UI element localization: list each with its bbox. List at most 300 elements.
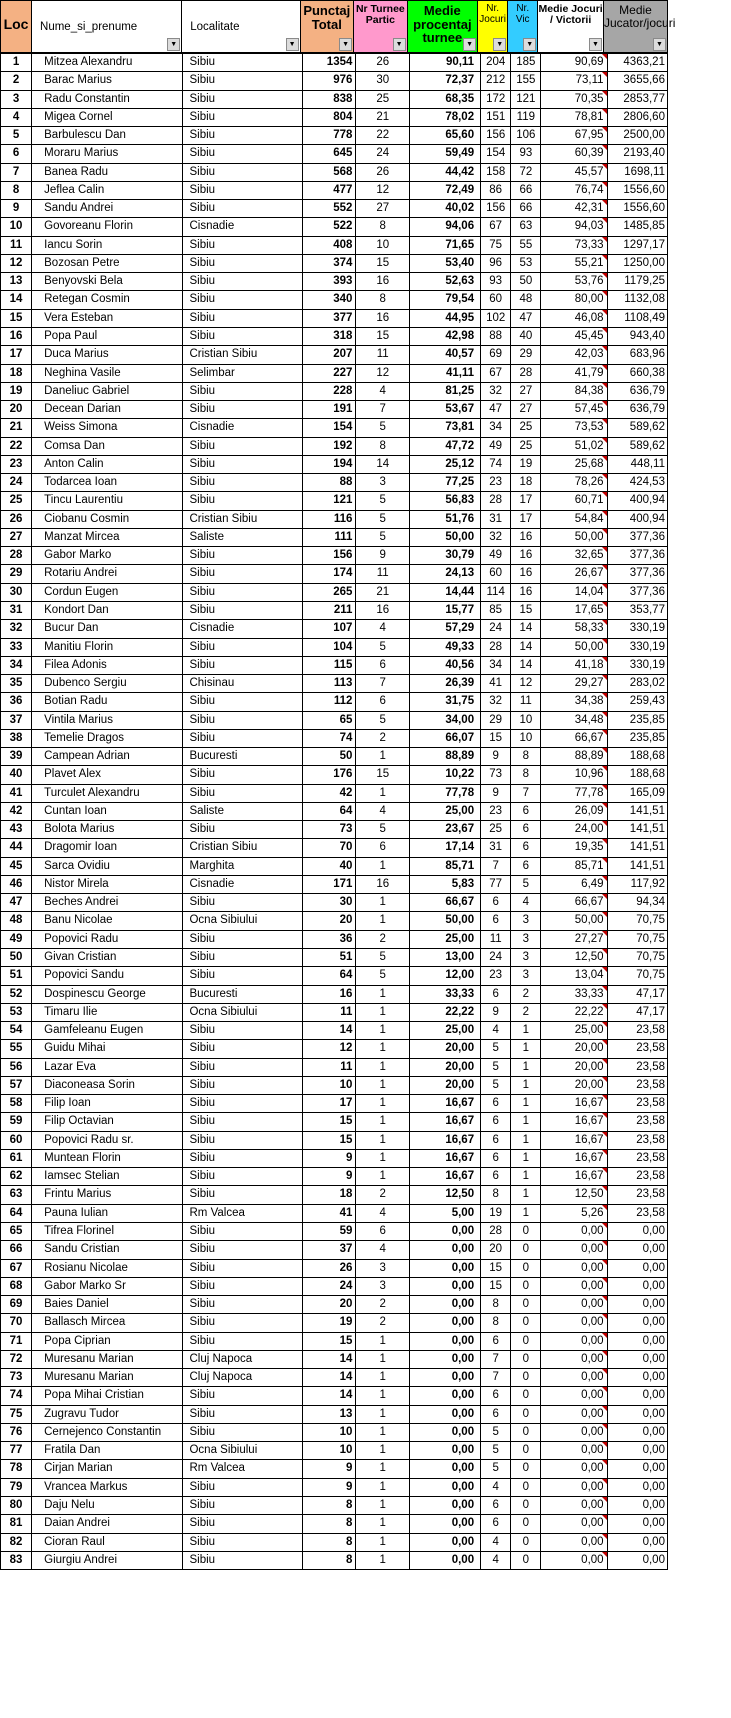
- cell-wins-ratio[interactable]: 0,00: [541, 1515, 607, 1532]
- cell-player-name[interactable]: Cordun Eugen: [32, 584, 183, 601]
- cell-city[interactable]: Sibiu: [183, 1515, 302, 1532]
- cell-player-games-average[interactable]: 0,00: [608, 1351, 668, 1368]
- cell-wins-ratio[interactable]: 94,03: [541, 218, 607, 235]
- cell-total-points[interactable]: 14: [303, 1387, 357, 1404]
- cell-rank[interactable]: 60: [0, 1132, 32, 1149]
- cell-city[interactable]: Sibiu: [183, 145, 302, 162]
- cell-wins-ratio[interactable]: 16,67: [541, 1113, 607, 1130]
- cell-total-points[interactable]: 9: [303, 1460, 357, 1477]
- cell-tournament-percent[interactable]: 13,00: [410, 949, 481, 966]
- cell-total-points[interactable]: 393: [303, 273, 357, 290]
- cell-games[interactable]: 24: [481, 949, 511, 966]
- cell-city[interactable]: Cristian Sibiu: [183, 839, 302, 856]
- cell-wins-ratio[interactable]: 16,67: [541, 1168, 607, 1185]
- cell-player-games-average[interactable]: 70,75: [608, 931, 668, 948]
- cell-city[interactable]: Sibiu: [183, 109, 302, 126]
- cell-wins[interactable]: 0: [511, 1460, 541, 1477]
- cell-total-points[interactable]: 24: [303, 1278, 357, 1295]
- cell-tournaments[interactable]: 1: [356, 1515, 410, 1532]
- cell-city[interactable]: Sibiu: [183, 785, 302, 802]
- cell-games[interactable]: 6: [481, 1113, 511, 1130]
- cell-city[interactable]: Sibiu: [183, 1479, 302, 1496]
- cell-city[interactable]: Rm Valcea: [183, 1205, 302, 1222]
- cell-player-name[interactable]: Manzat Mircea: [32, 529, 183, 546]
- cell-tournaments[interactable]: 21: [356, 584, 410, 601]
- cell-tournaments[interactable]: 7: [356, 675, 410, 692]
- cell-player-games-average[interactable]: 330,19: [608, 657, 668, 674]
- cell-tournament-percent[interactable]: 0,00: [410, 1314, 481, 1331]
- cell-player-name[interactable]: Popovici Radu sr.: [32, 1132, 183, 1149]
- cell-tournament-percent[interactable]: 73,81: [410, 419, 481, 436]
- cell-city[interactable]: Sibiu: [183, 1113, 302, 1130]
- cell-city[interactable]: Sibiu: [183, 1314, 302, 1331]
- cell-wins-ratio[interactable]: 0,00: [541, 1497, 607, 1514]
- cell-wins-ratio[interactable]: 14,04: [541, 584, 607, 601]
- cell-tournament-percent[interactable]: 65,60: [410, 127, 481, 144]
- cell-games[interactable]: 6: [481, 1387, 511, 1404]
- cell-wins[interactable]: 47: [511, 310, 541, 327]
- cell-total-points[interactable]: 265: [303, 584, 357, 601]
- cell-tournament-percent[interactable]: 50,00: [410, 529, 481, 546]
- cell-games[interactable]: 7: [481, 1369, 511, 1386]
- cell-games[interactable]: 15: [481, 1260, 511, 1277]
- cell-games[interactable]: 28: [481, 492, 511, 509]
- cell-tournament-percent[interactable]: 90,11: [410, 54, 481, 71]
- cell-wins[interactable]: 185: [511, 54, 541, 71]
- cell-tournaments[interactable]: 8: [356, 218, 410, 235]
- cell-rank[interactable]: 10: [0, 218, 32, 235]
- cell-games[interactable]: 23: [481, 474, 511, 491]
- cell-wins[interactable]: 1: [511, 1168, 541, 1185]
- cell-player-name[interactable]: Nistor Mirela: [32, 876, 183, 893]
- cell-player-name[interactable]: Timaru Ilie: [32, 1004, 183, 1021]
- cell-tournament-percent[interactable]: 77,78: [410, 785, 481, 802]
- cell-tournament-percent[interactable]: 53,67: [410, 401, 481, 418]
- cell-tournament-percent[interactable]: 16,67: [410, 1150, 481, 1167]
- cell-games[interactable]: 172: [481, 91, 511, 108]
- cell-player-games-average[interactable]: 1485,85: [608, 218, 668, 235]
- cell-wins[interactable]: 10: [511, 730, 541, 747]
- cell-total-points[interactable]: 9: [303, 1168, 357, 1185]
- cell-city[interactable]: Cristian Sibiu: [183, 511, 302, 528]
- cell-player-games-average[interactable]: 23,58: [608, 1022, 668, 1039]
- cell-player-games-average[interactable]: 94,34: [608, 894, 668, 911]
- cell-tournament-percent[interactable]: 79,54: [410, 291, 481, 308]
- cell-tournaments[interactable]: 1: [356, 748, 410, 765]
- cell-wins-ratio[interactable]: 58,33: [541, 620, 607, 637]
- cell-games[interactable]: 20: [481, 1241, 511, 1258]
- cell-tournament-percent[interactable]: 0,00: [410, 1241, 481, 1258]
- cell-games[interactable]: 69: [481, 346, 511, 363]
- cell-rank[interactable]: 75: [0, 1406, 32, 1423]
- cell-tournaments[interactable]: 3: [356, 1260, 410, 1277]
- cell-rank[interactable]: 36: [0, 693, 32, 710]
- cell-total-points[interactable]: 11: [303, 1004, 357, 1021]
- cell-wins-ratio[interactable]: 0,00: [541, 1333, 607, 1350]
- cell-wins[interactable]: 106: [511, 127, 541, 144]
- cell-total-points[interactable]: 15: [303, 1113, 357, 1130]
- cell-rank[interactable]: 52: [0, 986, 32, 1003]
- cell-wins[interactable]: 1: [511, 1132, 541, 1149]
- cell-player-games-average[interactable]: 23,58: [608, 1113, 668, 1130]
- cell-tournament-percent[interactable]: 44,42: [410, 164, 481, 181]
- cell-rank[interactable]: 54: [0, 1022, 32, 1039]
- cell-games[interactable]: 6: [481, 894, 511, 911]
- cell-wins-ratio[interactable]: 0,00: [541, 1351, 607, 1368]
- cell-city[interactable]: Cisnadie: [183, 218, 302, 235]
- cell-total-points[interactable]: 838: [303, 91, 357, 108]
- cell-wins[interactable]: 72: [511, 164, 541, 181]
- cell-wins-ratio[interactable]: 25,00: [541, 1022, 607, 1039]
- cell-wins-ratio[interactable]: 77,78: [541, 785, 607, 802]
- cell-games[interactable]: 31: [481, 839, 511, 856]
- cell-rank[interactable]: 64: [0, 1205, 32, 1222]
- cell-tournaments[interactable]: 5: [356, 529, 410, 546]
- cell-tournament-percent[interactable]: 17,14: [410, 839, 481, 856]
- cell-rank[interactable]: 5: [0, 127, 32, 144]
- cell-games[interactable]: 4: [481, 1552, 511, 1569]
- cell-wins-ratio[interactable]: 53,76: [541, 273, 607, 290]
- cell-wins[interactable]: 155: [511, 72, 541, 89]
- cell-games[interactable]: 6: [481, 1095, 511, 1112]
- cell-tournaments[interactable]: 1: [356, 1022, 410, 1039]
- cell-tournaments[interactable]: 1: [356, 894, 410, 911]
- cell-rank[interactable]: 62: [0, 1168, 32, 1185]
- cell-player-name[interactable]: Banu Nicolae: [32, 912, 183, 929]
- cell-wins[interactable]: 1: [511, 1095, 541, 1112]
- cell-wins[interactable]: 25: [511, 438, 541, 455]
- cell-tournament-percent[interactable]: 50,00: [410, 912, 481, 929]
- cell-wins[interactable]: 27: [511, 383, 541, 400]
- cell-tournaments[interactable]: 11: [356, 346, 410, 363]
- cell-rank[interactable]: 12: [0, 255, 32, 272]
- cell-tournaments[interactable]: 1: [356, 986, 410, 1003]
- cell-games[interactable]: 4: [481, 1022, 511, 1039]
- cell-games[interactable]: 6: [481, 986, 511, 1003]
- cell-player-games-average[interactable]: 0,00: [608, 1460, 668, 1477]
- cell-total-points[interactable]: 10: [303, 1424, 357, 1441]
- dropdown-arrow-icon[interactable]: ▼: [589, 38, 602, 51]
- cell-tournaments[interactable]: 10: [356, 237, 410, 254]
- cell-wins-ratio[interactable]: 73,53: [541, 419, 607, 436]
- cell-player-games-average[interactable]: 23,58: [608, 1205, 668, 1222]
- cell-player-name[interactable]: Daju Nelu: [32, 1497, 183, 1514]
- cell-rank[interactable]: 66: [0, 1241, 32, 1258]
- cell-total-points[interactable]: 14: [303, 1351, 357, 1368]
- cell-player-name[interactable]: Givan Cristian: [32, 949, 183, 966]
- cell-total-points[interactable]: 51: [303, 949, 357, 966]
- cell-player-games-average[interactable]: 2806,60: [608, 109, 668, 126]
- cell-rank[interactable]: 58: [0, 1095, 32, 1112]
- cell-city[interactable]: Sibiu: [183, 1333, 302, 1350]
- cell-city[interactable]: Sibiu: [183, 693, 302, 710]
- cell-tournaments[interactable]: 1: [356, 1424, 410, 1441]
- cell-wins[interactable]: 14: [511, 657, 541, 674]
- cell-city[interactable]: Sibiu: [183, 1022, 302, 1039]
- cell-player-name[interactable]: Duca Marius: [32, 346, 183, 363]
- cell-tournament-percent[interactable]: 72,49: [410, 182, 481, 199]
- cell-player-games-average[interactable]: 1250,00: [608, 255, 668, 272]
- cell-city[interactable]: Cristian Sibiu: [183, 346, 302, 363]
- cell-player-games-average[interactable]: 188,68: [608, 766, 668, 783]
- cell-wins[interactable]: 55: [511, 237, 541, 254]
- cell-player-name[interactable]: Decean Darian: [32, 401, 183, 418]
- cell-games[interactable]: 5: [481, 1059, 511, 1076]
- cell-games[interactable]: 74: [481, 456, 511, 473]
- cell-wins[interactable]: 0: [511, 1351, 541, 1368]
- cell-player-games-average[interactable]: 283,02: [608, 675, 668, 692]
- cell-player-name[interactable]: Bolota Marius: [32, 821, 183, 838]
- cell-total-points[interactable]: 13: [303, 1406, 357, 1423]
- cell-player-name[interactable]: Govoreanu Florin: [32, 218, 183, 235]
- cell-tournament-percent[interactable]: 15,77: [410, 602, 481, 619]
- cell-total-points[interactable]: 8: [303, 1497, 357, 1514]
- cell-tournaments[interactable]: 2: [356, 1314, 410, 1331]
- cell-games[interactable]: 114: [481, 584, 511, 601]
- cell-player-games-average[interactable]: 0,00: [608, 1296, 668, 1313]
- cell-tournament-percent[interactable]: 10,22: [410, 766, 481, 783]
- cell-tournament-percent[interactable]: 25,00: [410, 803, 481, 820]
- cell-wins[interactable]: 15: [511, 602, 541, 619]
- cell-wins[interactable]: 0: [511, 1314, 541, 1331]
- cell-wins[interactable]: 1: [511, 1113, 541, 1130]
- cell-games[interactable]: 23: [481, 803, 511, 820]
- cell-player-games-average[interactable]: 424,53: [608, 474, 668, 491]
- cell-player-name[interactable]: Popa Mihai Cristian: [32, 1387, 183, 1404]
- cell-player-name[interactable]: Iancu Sorin: [32, 237, 183, 254]
- cell-games[interactable]: 67: [481, 218, 511, 235]
- cell-city[interactable]: Sibiu: [183, 1552, 302, 1569]
- cell-wins[interactable]: 28: [511, 365, 541, 382]
- cell-player-name[interactable]: Turculet Alexandru: [32, 785, 183, 802]
- cell-wins[interactable]: 53: [511, 255, 541, 272]
- cell-games[interactable]: 158: [481, 164, 511, 181]
- cell-tournament-percent[interactable]: 42,98: [410, 328, 481, 345]
- cell-tournament-percent[interactable]: 81,25: [410, 383, 481, 400]
- cell-tournament-percent[interactable]: 20,00: [410, 1077, 481, 1094]
- cell-rank[interactable]: 15: [0, 310, 32, 327]
- cell-player-games-average[interactable]: 448,11: [608, 456, 668, 473]
- cell-player-games-average[interactable]: 23,58: [608, 1040, 668, 1057]
- cell-rank[interactable]: 38: [0, 730, 32, 747]
- cell-player-name[interactable]: Dragomir Ioan: [32, 839, 183, 856]
- cell-rank[interactable]: 6: [0, 145, 32, 162]
- cell-total-points[interactable]: 19: [303, 1314, 357, 1331]
- cell-wins-ratio[interactable]: 0,00: [541, 1552, 607, 1569]
- cell-rank[interactable]: 34: [0, 657, 32, 674]
- cell-wins[interactable]: 1: [511, 1077, 541, 1094]
- cell-rank[interactable]: 21: [0, 419, 32, 436]
- cell-player-name[interactable]: Fratila Dan: [32, 1442, 183, 1459]
- cell-wins[interactable]: 0: [511, 1534, 541, 1551]
- cell-player-name[interactable]: Jeflea Calin: [32, 182, 183, 199]
- cell-player-name[interactable]: Comsa Dan: [32, 438, 183, 455]
- cell-tournaments[interactable]: 21: [356, 109, 410, 126]
- cell-games[interactable]: 41: [481, 675, 511, 692]
- cell-rank[interactable]: 61: [0, 1150, 32, 1167]
- cell-total-points[interactable]: 37: [303, 1241, 357, 1258]
- cell-city[interactable]: Ocna Sibiului: [183, 912, 302, 929]
- cell-rank[interactable]: 24: [0, 474, 32, 491]
- cell-tournament-percent[interactable]: 0,00: [410, 1515, 481, 1532]
- cell-wins[interactable]: 25: [511, 419, 541, 436]
- cell-total-points[interactable]: 976: [303, 72, 357, 89]
- cell-tournaments[interactable]: 3: [356, 1278, 410, 1295]
- cell-total-points[interactable]: 17: [303, 1095, 357, 1112]
- dropdown-arrow-icon[interactable]: ▼: [286, 38, 299, 51]
- cell-city[interactable]: Sibiu: [183, 967, 302, 984]
- cell-city[interactable]: Sibiu: [183, 1132, 302, 1149]
- cell-tournaments[interactable]: 26: [356, 54, 410, 71]
- cell-wins[interactable]: 5: [511, 876, 541, 893]
- cell-city[interactable]: Sibiu: [183, 1424, 302, 1441]
- cell-games[interactable]: 5: [481, 1460, 511, 1477]
- cell-rank[interactable]: 43: [0, 821, 32, 838]
- cell-games[interactable]: 4: [481, 1479, 511, 1496]
- cell-wins-ratio[interactable]: 33,33: [541, 986, 607, 1003]
- cell-city[interactable]: Sibiu: [183, 602, 302, 619]
- cell-player-games-average[interactable]: 0,00: [608, 1387, 668, 1404]
- cell-city[interactable]: Selimbar: [183, 365, 302, 382]
- cell-player-name[interactable]: Popa Ciprian: [32, 1333, 183, 1350]
- cell-city[interactable]: Sibiu: [183, 273, 302, 290]
- cell-rank[interactable]: 8: [0, 182, 32, 199]
- cell-tournament-percent[interactable]: 30,79: [410, 547, 481, 564]
- cell-tournaments[interactable]: 1: [356, 1168, 410, 1185]
- cell-tournament-percent[interactable]: 14,44: [410, 584, 481, 601]
- cell-player-games-average[interactable]: 23,58: [608, 1132, 668, 1149]
- cell-tournament-percent[interactable]: 24,13: [410, 565, 481, 582]
- cell-city[interactable]: Sibiu: [183, 1168, 302, 1185]
- cell-city[interactable]: Sibiu: [183, 1296, 302, 1313]
- cell-total-points[interactable]: 211: [303, 602, 357, 619]
- cell-total-points[interactable]: 121: [303, 492, 357, 509]
- cell-tournament-percent[interactable]: 0,00: [410, 1296, 481, 1313]
- cell-wins-ratio[interactable]: 0,00: [541, 1442, 607, 1459]
- cell-rank[interactable]: 40: [0, 766, 32, 783]
- cell-tournament-percent[interactable]: 0,00: [410, 1223, 481, 1240]
- cell-games[interactable]: 67: [481, 365, 511, 382]
- cell-player-games-average[interactable]: 4363,21: [608, 54, 668, 71]
- cell-total-points[interactable]: 154: [303, 419, 357, 436]
- cell-wins-ratio[interactable]: 0,00: [541, 1223, 607, 1240]
- cell-city[interactable]: Sibiu: [183, 1077, 302, 1094]
- cell-wins[interactable]: 50: [511, 273, 541, 290]
- cell-wins-ratio[interactable]: 27,27: [541, 931, 607, 948]
- cell-tournaments[interactable]: 9: [356, 547, 410, 564]
- cell-tournament-percent[interactable]: 40,56: [410, 657, 481, 674]
- cell-total-points[interactable]: 9: [303, 1479, 357, 1496]
- cell-total-points[interactable]: 408: [303, 237, 357, 254]
- cell-tournament-percent[interactable]: 51,76: [410, 511, 481, 528]
- cell-tournaments[interactable]: 12: [356, 365, 410, 382]
- cell-wins-ratio[interactable]: 66,67: [541, 894, 607, 911]
- cell-games[interactable]: 8: [481, 1314, 511, 1331]
- cell-games[interactable]: 156: [481, 200, 511, 217]
- cell-wins[interactable]: 17: [511, 511, 541, 528]
- cell-tournaments[interactable]: 1: [356, 1333, 410, 1350]
- cell-city[interactable]: Chisinau: [183, 675, 302, 692]
- cell-player-name[interactable]: Baies Daniel: [32, 1296, 183, 1313]
- cell-tournaments[interactable]: 1: [356, 1150, 410, 1167]
- cell-player-games-average[interactable]: 0,00: [608, 1223, 668, 1240]
- cell-player-games-average[interactable]: 23,58: [608, 1095, 668, 1112]
- cell-tournaments[interactable]: 1: [356, 1497, 410, 1514]
- cell-player-name[interactable]: Banea Radu: [32, 164, 183, 181]
- cell-wins[interactable]: 1: [511, 1040, 541, 1057]
- cell-wins[interactable]: 18: [511, 474, 541, 491]
- cell-wins[interactable]: 16: [511, 584, 541, 601]
- cell-wins-ratio[interactable]: 50,00: [541, 912, 607, 929]
- cell-rank[interactable]: 3: [0, 91, 32, 108]
- cell-games[interactable]: 8: [481, 1296, 511, 1313]
- cell-tournament-percent[interactable]: 85,71: [410, 858, 481, 875]
- cell-games[interactable]: 34: [481, 657, 511, 674]
- cell-wins-ratio[interactable]: 13,04: [541, 967, 607, 984]
- cell-wins-ratio[interactable]: 6,49: [541, 876, 607, 893]
- cell-total-points[interactable]: 111: [303, 529, 357, 546]
- cell-tournaments[interactable]: 16: [356, 876, 410, 893]
- cell-rank[interactable]: 25: [0, 492, 32, 509]
- cell-city[interactable]: Sibiu: [183, 1150, 302, 1167]
- cell-city[interactable]: Sibiu: [183, 949, 302, 966]
- cell-player-name[interactable]: Popa Paul: [32, 328, 183, 345]
- cell-city[interactable]: Sibiu: [183, 1095, 302, 1112]
- cell-tournaments[interactable]: 1: [356, 1479, 410, 1496]
- cell-games[interactable]: 6: [481, 1132, 511, 1149]
- cell-tournament-percent[interactable]: 0,00: [410, 1479, 481, 1496]
- cell-wins[interactable]: 48: [511, 291, 541, 308]
- cell-tournaments[interactable]: 30: [356, 72, 410, 89]
- cell-wins[interactable]: 0: [511, 1369, 541, 1386]
- cell-city[interactable]: Sibiu: [183, 164, 302, 181]
- cell-wins[interactable]: 27: [511, 401, 541, 418]
- cell-games[interactable]: 85: [481, 602, 511, 619]
- cell-total-points[interactable]: 10: [303, 1077, 357, 1094]
- cell-player-name[interactable]: Bozosan Petre: [32, 255, 183, 272]
- cell-city[interactable]: Sibiu: [183, 456, 302, 473]
- cell-total-points[interactable]: 176: [303, 766, 357, 783]
- cell-total-points[interactable]: 88: [303, 474, 357, 491]
- cell-wins-ratio[interactable]: 60,71: [541, 492, 607, 509]
- cell-city[interactable]: Sibiu: [183, 584, 302, 601]
- cell-tournament-percent[interactable]: 0,00: [410, 1552, 481, 1569]
- cell-wins[interactable]: 0: [511, 1497, 541, 1514]
- cell-total-points[interactable]: 227: [303, 365, 357, 382]
- cell-wins[interactable]: 0: [511, 1479, 541, 1496]
- cell-player-games-average[interactable]: 0,00: [608, 1369, 668, 1386]
- cell-city[interactable]: Sibiu: [183, 291, 302, 308]
- cell-wins-ratio[interactable]: 0,00: [541, 1241, 607, 1258]
- cell-games[interactable]: 32: [481, 693, 511, 710]
- cell-games[interactable]: 9: [481, 1004, 511, 1021]
- cell-city[interactable]: Ocna Sibiului: [183, 1442, 302, 1459]
- cell-city[interactable]: Sibiu: [183, 328, 302, 345]
- cell-tournaments[interactable]: 1: [356, 1460, 410, 1477]
- cell-player-games-average[interactable]: 353,77: [608, 602, 668, 619]
- cell-games[interactable]: 6: [481, 1497, 511, 1514]
- cell-wins-ratio[interactable]: 51,02: [541, 438, 607, 455]
- cell-player-games-average[interactable]: 0,00: [608, 1424, 668, 1441]
- cell-tournaments[interactable]: 1: [356, 1113, 410, 1130]
- cell-player-games-average[interactable]: 141,51: [608, 803, 668, 820]
- cell-games[interactable]: 204: [481, 54, 511, 71]
- cell-player-name[interactable]: Muresanu Marian: [32, 1351, 183, 1368]
- cell-total-points[interactable]: 116: [303, 511, 357, 528]
- cell-rank[interactable]: 83: [0, 1552, 32, 1569]
- cell-total-points[interactable]: 113: [303, 675, 357, 692]
- cell-total-points[interactable]: 14: [303, 1022, 357, 1039]
